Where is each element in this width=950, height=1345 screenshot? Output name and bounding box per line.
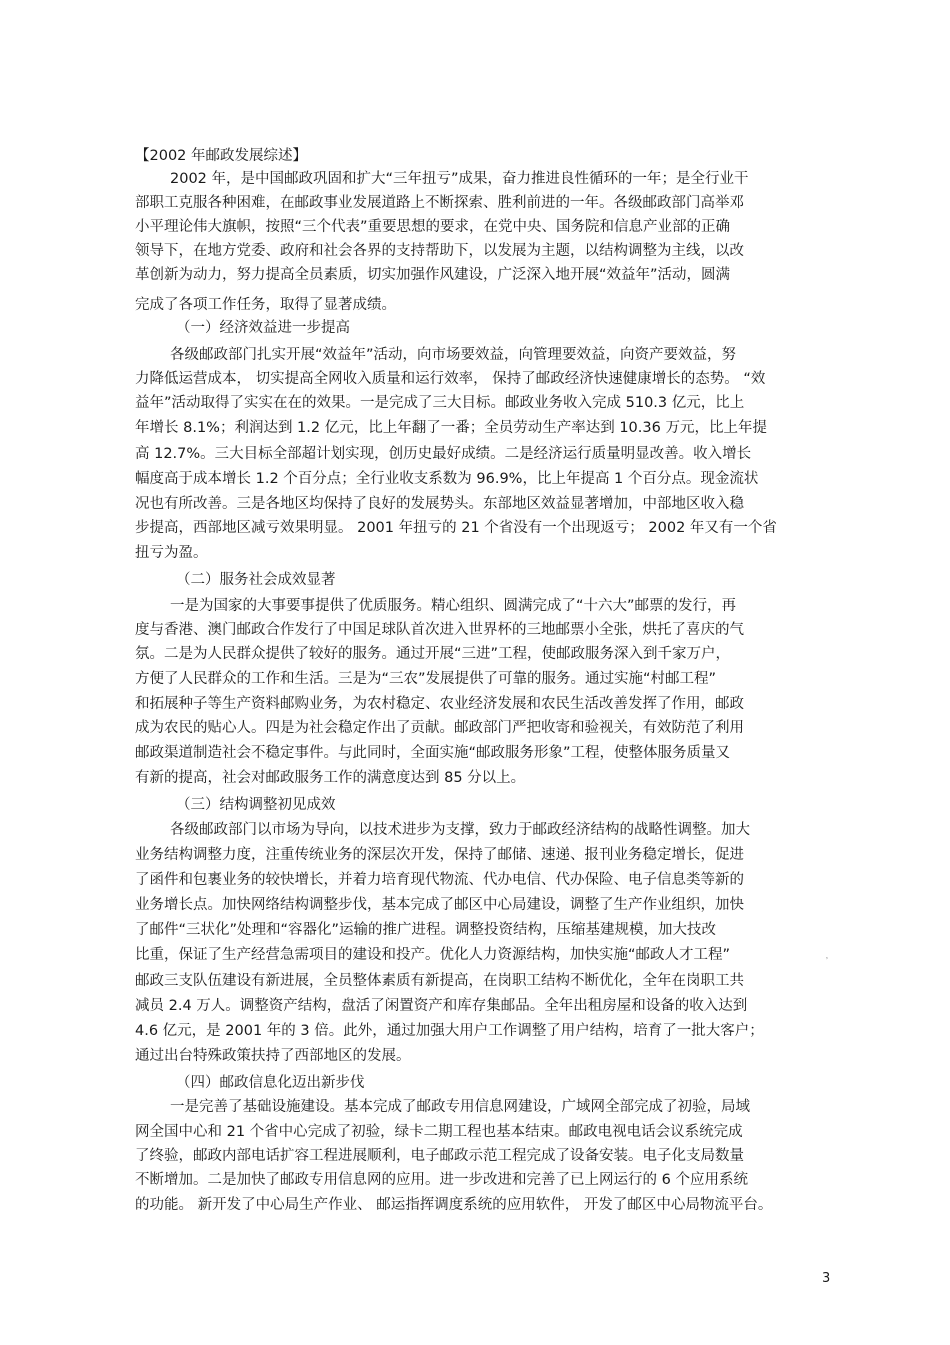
subsection-heading: （一）经济效益进一步提高: [176, 320, 350, 336]
text-line: 各级邮政部门以市场为导向，以技术进步为支撑，致力于邮政经济结构的战略性调整。加大: [170, 822, 750, 838]
text-line: 年增长 8.1%；利润达到 1.2 亿元，比上年翻了一番；全员劳动生产率达到 10.36 万元，比上年提: [135, 420, 767, 436]
text-line: 业务增长点。加快网络结构调整步伐，基本完成了邮区中心局建设，调整了生产作业组织，加快: [135, 897, 744, 913]
text-line: 网全国中心和 21 个省中心完成了初验，绿卡二期工程也基本结束。邮政电视电话会议系统完成: [135, 1124, 743, 1140]
text-line: 了函件和包裹业务的较快增长，并着力培育现代物流、代办电信、代办保险、电子信息类等新的: [135, 872, 744, 888]
text-line: 小平理论伟大旗帜，按照“三个代表”重要思想的要求，在党中央、国务院和信息产业部的正确: [135, 219, 731, 235]
text-line: 氛。二是为人民群众提供了较好的服务。通过开展“三进”工程，使邮政服务深入到千家万户，: [135, 646, 731, 662]
text-line: 高 12.7%。三大目标全部超计划实现，创历史最好成绩。二是经济运行质量明显改善。收入增长: [135, 446, 752, 462]
text-line: 邮政三支队伍建设有新进展，全员整体素质有新提高，在岗职工结构不断优化，全年在岗职工共: [135, 973, 744, 989]
subsection-heading: （四）邮政信息化迈出新步伐: [176, 1075, 365, 1091]
section-heading: 【2002 年邮政发展综述】: [135, 148, 308, 164]
text-line: 幅度高于成本增长 1.2 个百分点；全行业收支系数为 96.9%，比上年提高 1 个百分点。现金流状: [135, 471, 759, 487]
text-line: 一是为国家的大事要事提供了优质服务。精心组织、圆满完成了“十六大”邮票的发行，再: [170, 598, 737, 614]
text-line: 和拓展种子等生产资料邮购业务，为农村稳定、农业经济发展和农民生活改善发挥了作用，邮政: [135, 696, 744, 712]
text-line: 成为农民的贴心人。四是为社会稳定作出了贡献。邮政部门严把收寄和验视关，有效防范了利用: [135, 720, 744, 736]
text-line: 扭亏为盈。: [135, 545, 208, 561]
text-line: 的功能。 新开发了中心局生产作业、 邮运指挥调度系统的应用软件， 开发了邮区中心局物流平台。: [135, 1197, 773, 1213]
subsection-heading: （三）结构调整初见成效: [176, 797, 336, 813]
page-number: 3: [822, 1271, 831, 1286]
text-line: 况也有所改善。三是各地区均保持了良好的发展势头。东部地区效益显著增加，中部地区收入稳: [135, 496, 744, 512]
text-line: 减员 2.4 万人。调整资产结构，盘活了闲置资产和库存集邮品。全年出租房屋和设备的收入达到: [135, 998, 748, 1014]
text-line: 4.6 亿元，是 2001 年的 3 倍。此外，通过加强大用户工作调整了用户结构，培育了一批大客户；: [135, 1023, 764, 1039]
text-line: 通过出台特殊政策扶持了西部地区的发展。: [135, 1048, 411, 1064]
text-line: 有新的提高，社会对邮政服务工作的满意度达到 85 分以上。: [135, 770, 526, 786]
text-line: 2002 年，是中国邮政巩固和扩大“三年扭亏”成果，奋力推进良性循环的一年；是全行业干: [170, 171, 749, 187]
text-line: 益年”活动取得了实实在在的效果。一是完成了三大目标。邮政业务收入完成 510.3 亿元，比上: [135, 395, 745, 411]
text-line: 了终验，邮政内部电话扩容工程进展顺利，电子邮政示范工程完成了设备安装。电子化支局数量: [135, 1148, 744, 1164]
text-line: 革创新为动力，努力提高全员素质，切实加强作风建设，广泛深入地开展“效益年”活动，圆满: [135, 267, 731, 283]
text-line: 力降低运营成本， 切实提高全网收入质量和运行效率， 保持了邮政经济快速健康增长的态势。 “效: [135, 371, 766, 387]
text-line: 了邮件“三状化”处理和“容器化”运输的推广进程。调整投资结构，压缩基建规模，加大技改: [135, 922, 717, 938]
text-line: 方便了人民群众的工作和生活。三是为“三农”发展提供了可靠的服务。通过实施“村邮工程”: [135, 671, 717, 687]
text-line: 度与香港、澳门邮政合作发行了中国足球队首次进入世界杯的三地邮票小全张，烘托了喜庆的气: [135, 622, 744, 638]
text-line: 业务结构调整力度，注重传统业务的深层次开发，保持了邮储、速递、报刊业务稳定增长，促进: [135, 847, 744, 863]
stray-comma: ，: [826, 954, 832, 960]
subsection-heading: （二）服务社会成效显著: [176, 572, 336, 588]
text-line: 一是完善了基础设施建设。基本完成了邮政专用信息网建设，广域网全部完成了初验，局域: [170, 1099, 750, 1115]
text-line: 完成了各项工作任务，取得了显著成绩。: [135, 297, 396, 313]
text-line: 步提高，西部地区减亏效果明显。 2001 年扭亏的 21 个省没有一个出现返亏； 2002 年又有一个省: [135, 520, 777, 536]
text-line: 不断增加。二是加快了邮政专用信息网的应用。进一步改进和完善了已上网运行的 6 个应用系统: [135, 1172, 748, 1188]
text-line: 邮政渠道制造社会不稳定事件。与此同时，全面实施“邮政服务形象”工程，使整体服务质量又: [135, 745, 731, 761]
text-line: 领导下，在地方党委、政府和社会各界的支持帮助下，以发展为主题，以结构调整为主线，以改: [135, 243, 744, 259]
text-line: 部职工克服各种困难，在邮政事业发展道路上不断探索、胜利前进的一年。各级邮政部门高举邓: [135, 195, 744, 211]
text-line: 比重，保证了生产经营急需项目的建设和投产。优化人力资源结构，加快实施“邮政人才工程”: [135, 947, 731, 963]
text-line: 各级邮政部门扎实开展“效益年”活动，向市场要效益，向管理要效益，向资产要效益，努: [170, 347, 737, 363]
